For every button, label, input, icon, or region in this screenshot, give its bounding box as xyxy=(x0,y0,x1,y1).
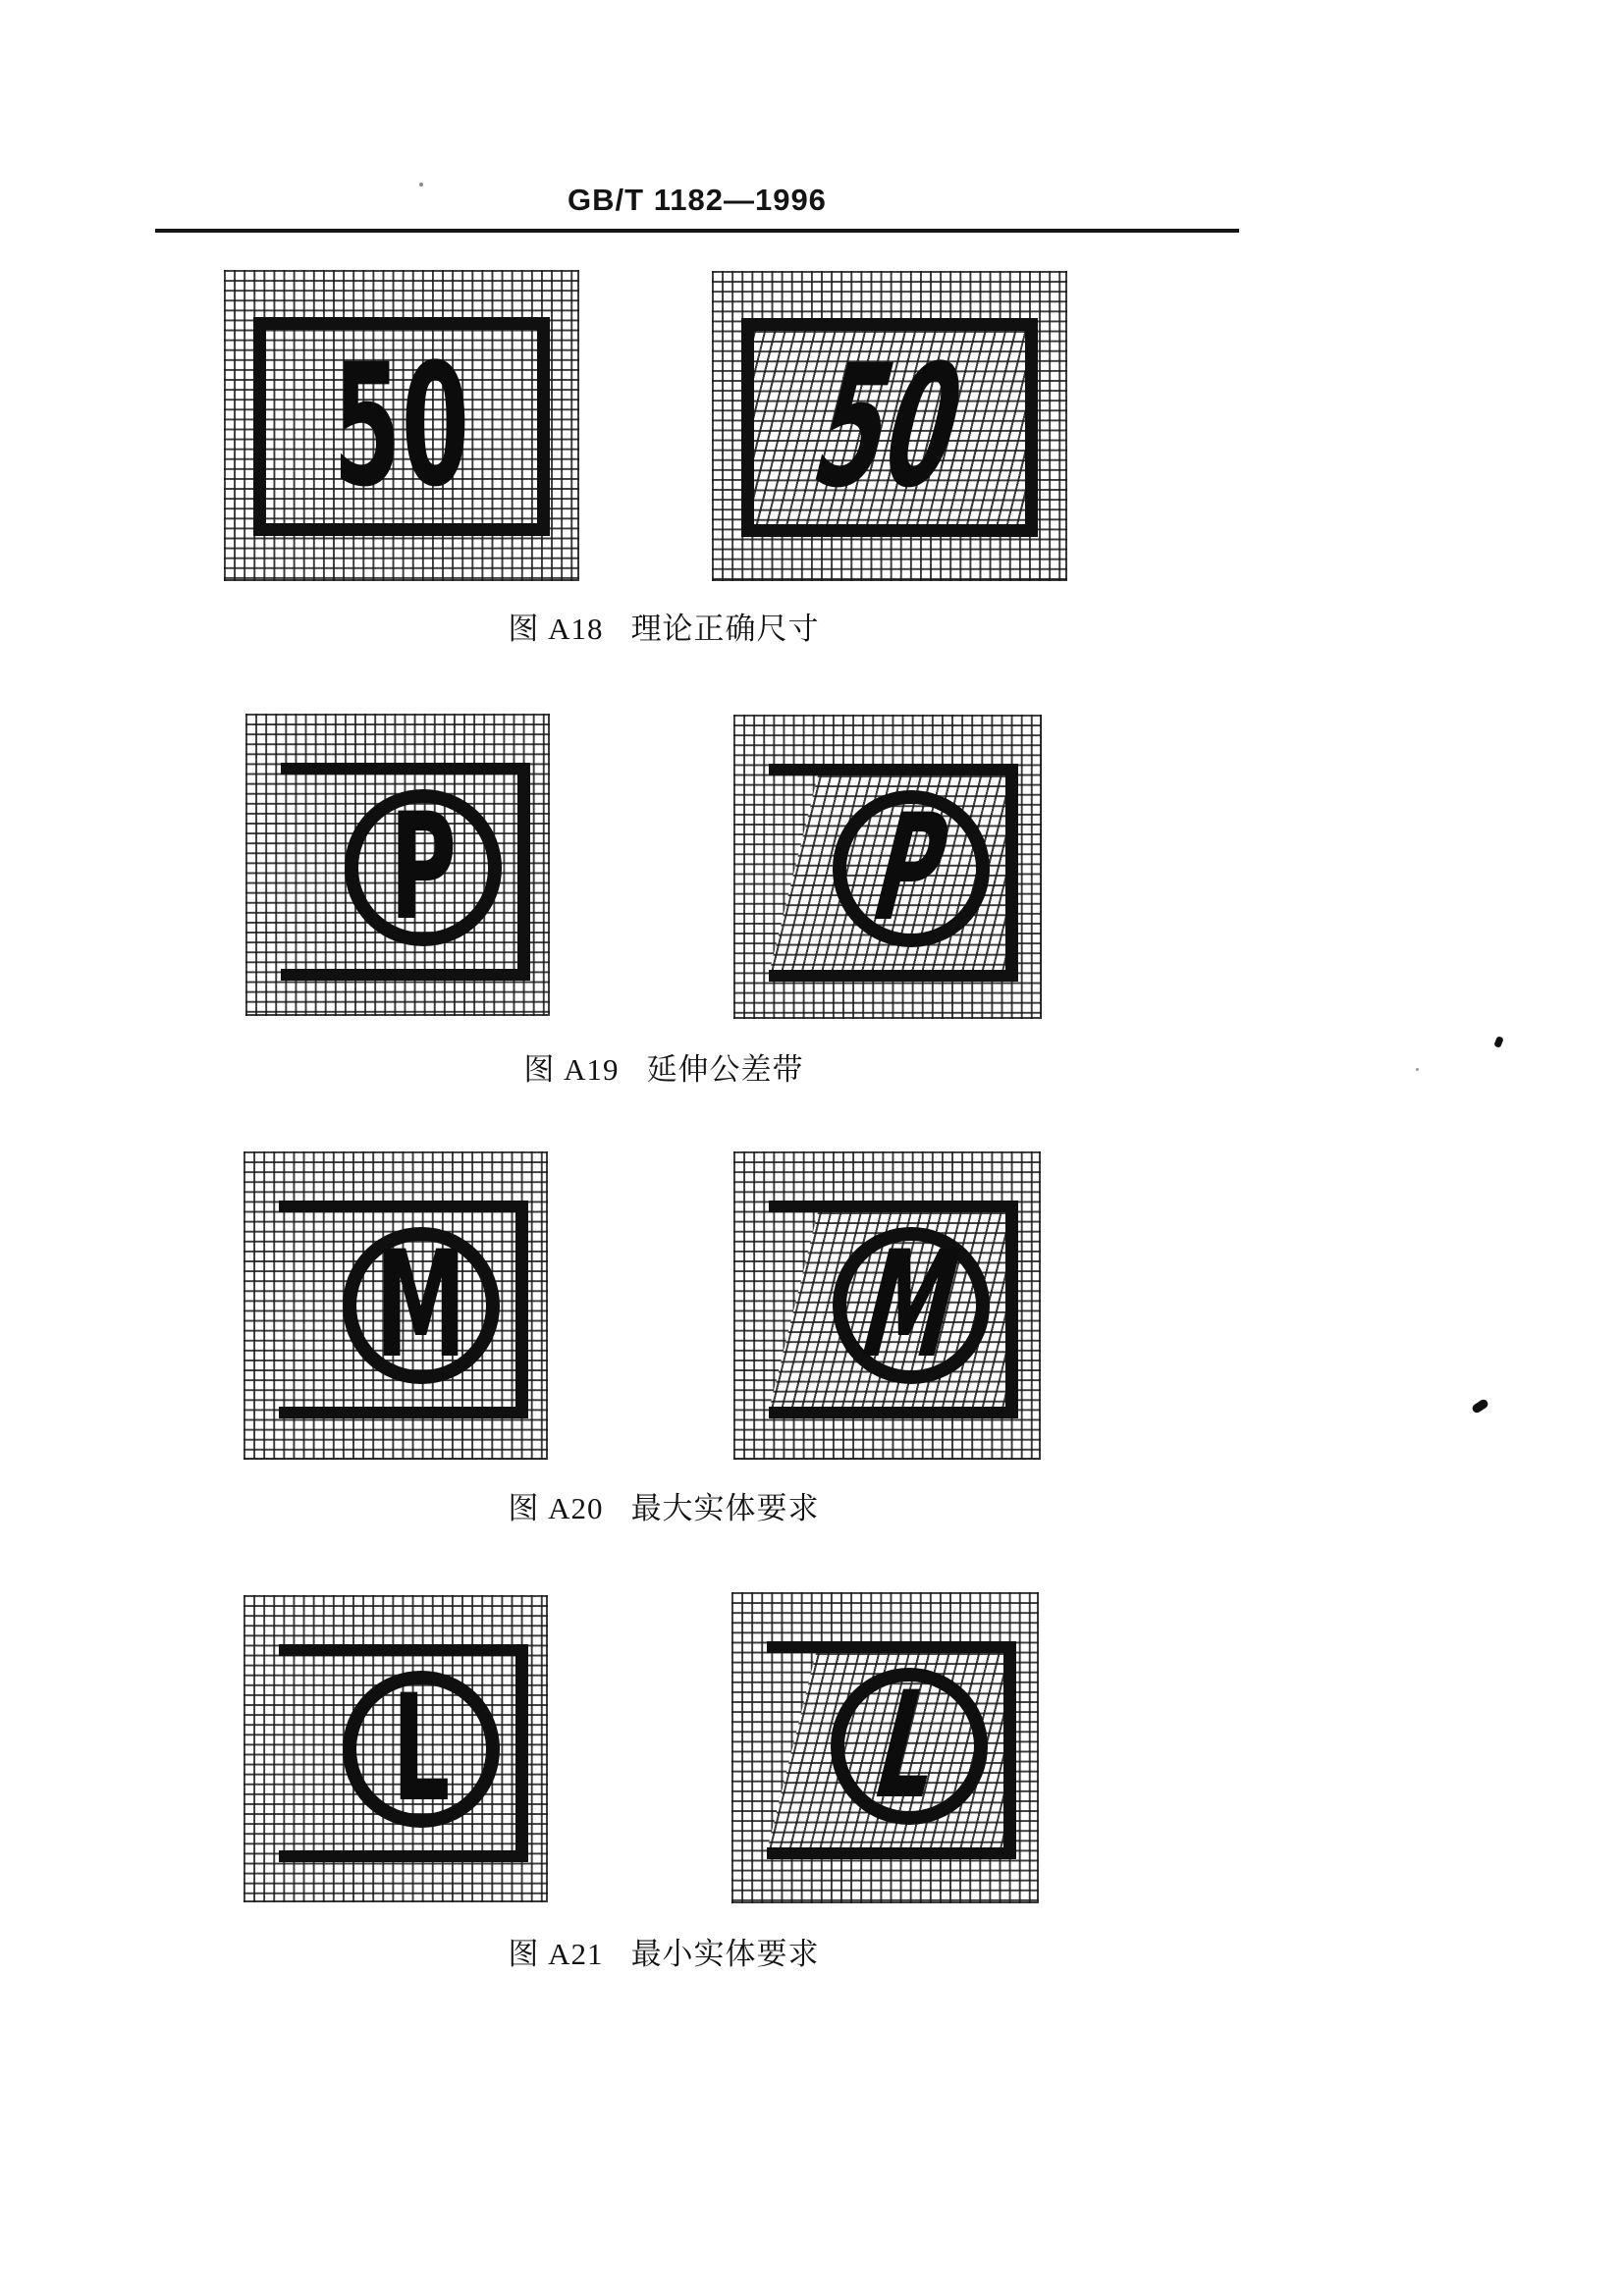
dimension-text-area xyxy=(754,328,1025,526)
frame-bottom-bar xyxy=(769,970,1018,982)
frame-top-bar xyxy=(769,764,1018,775)
fig-a19-grid-upright xyxy=(245,714,550,1016)
modifier-letter-upright: L xyxy=(392,1664,451,1835)
frame-right-bar xyxy=(1003,1641,1016,1859)
frame-right-bar xyxy=(1005,1201,1018,1418)
figure-title: 最大实体要求 xyxy=(630,1491,820,1525)
frame-right-bar xyxy=(517,763,530,981)
scan-speck xyxy=(1493,1036,1504,1048)
frame-top-bar xyxy=(281,763,530,774)
dimension-value-upright: 50 xyxy=(333,327,470,525)
modifier-letter-upright: P xyxy=(389,782,458,953)
fig-a18-caption xyxy=(367,604,960,648)
figure-title: 延伸公差带 xyxy=(646,1052,804,1087)
modifier-circle xyxy=(343,1664,500,1835)
modifier-letter-italic: L xyxy=(859,1661,959,1832)
dimension-value-italic: 50 xyxy=(796,328,983,526)
modifier-circle xyxy=(833,783,990,954)
frame-bottom-bar xyxy=(769,1407,1018,1418)
frame-bottom-bar xyxy=(279,1850,528,1862)
frame-top-bar xyxy=(769,1201,1018,1212)
fig-a19-caption xyxy=(367,1044,960,1089)
modifier-letter-italic: P xyxy=(857,783,965,954)
frame-bottom-bar xyxy=(281,969,530,981)
modifier-letter-upright: M xyxy=(375,1220,467,1391)
fig-a20-caption xyxy=(367,1483,960,1527)
fig-a21-caption xyxy=(367,1929,960,1973)
modifier-circle xyxy=(343,1220,500,1391)
fig-a21-grid-italic xyxy=(731,1592,1039,1903)
frame-right-bar xyxy=(515,1644,528,1862)
frame-bottom-bar xyxy=(279,1407,528,1418)
frame-right-bar xyxy=(1005,764,1018,982)
frame-top-bar xyxy=(279,1644,528,1656)
frame-top-bar xyxy=(767,1641,1016,1653)
scan-speck xyxy=(419,183,423,187)
fig-a20-grid-upright xyxy=(243,1151,548,1460)
modifier-letter-italic: M xyxy=(845,1220,977,1391)
standard-number-title: GB/T 1182—1996 xyxy=(568,183,827,217)
figure-title: 最小实体要求 xyxy=(630,1937,820,1971)
figure-title: 理论正确尺寸 xyxy=(630,612,820,646)
frame-bottom-bar xyxy=(767,1847,1016,1859)
fig-a20-grid-italic xyxy=(733,1151,1041,1460)
modifier-circle xyxy=(345,782,502,953)
frame-right-bar xyxy=(515,1201,528,1418)
figure-number: 图 A21 xyxy=(508,1937,604,1971)
scan-speck xyxy=(1416,1068,1419,1071)
modifier-circle xyxy=(831,1661,988,1832)
header-divider-rule xyxy=(155,229,1239,233)
dimension-text-area xyxy=(266,327,537,525)
frame-top-bar xyxy=(279,1201,528,1212)
fig-a18-grid-italic xyxy=(712,271,1067,581)
figure-number: 图 A19 xyxy=(523,1052,620,1087)
figure-number: 图 A20 xyxy=(508,1491,604,1525)
fig-a21-grid-upright xyxy=(243,1595,548,1902)
figure-number: 图 A18 xyxy=(508,612,604,646)
modifier-circle xyxy=(833,1220,990,1391)
scan-speck xyxy=(1471,1398,1489,1415)
fig-a18-grid-upright xyxy=(224,270,579,581)
fig-a19-grid-italic xyxy=(733,715,1042,1019)
